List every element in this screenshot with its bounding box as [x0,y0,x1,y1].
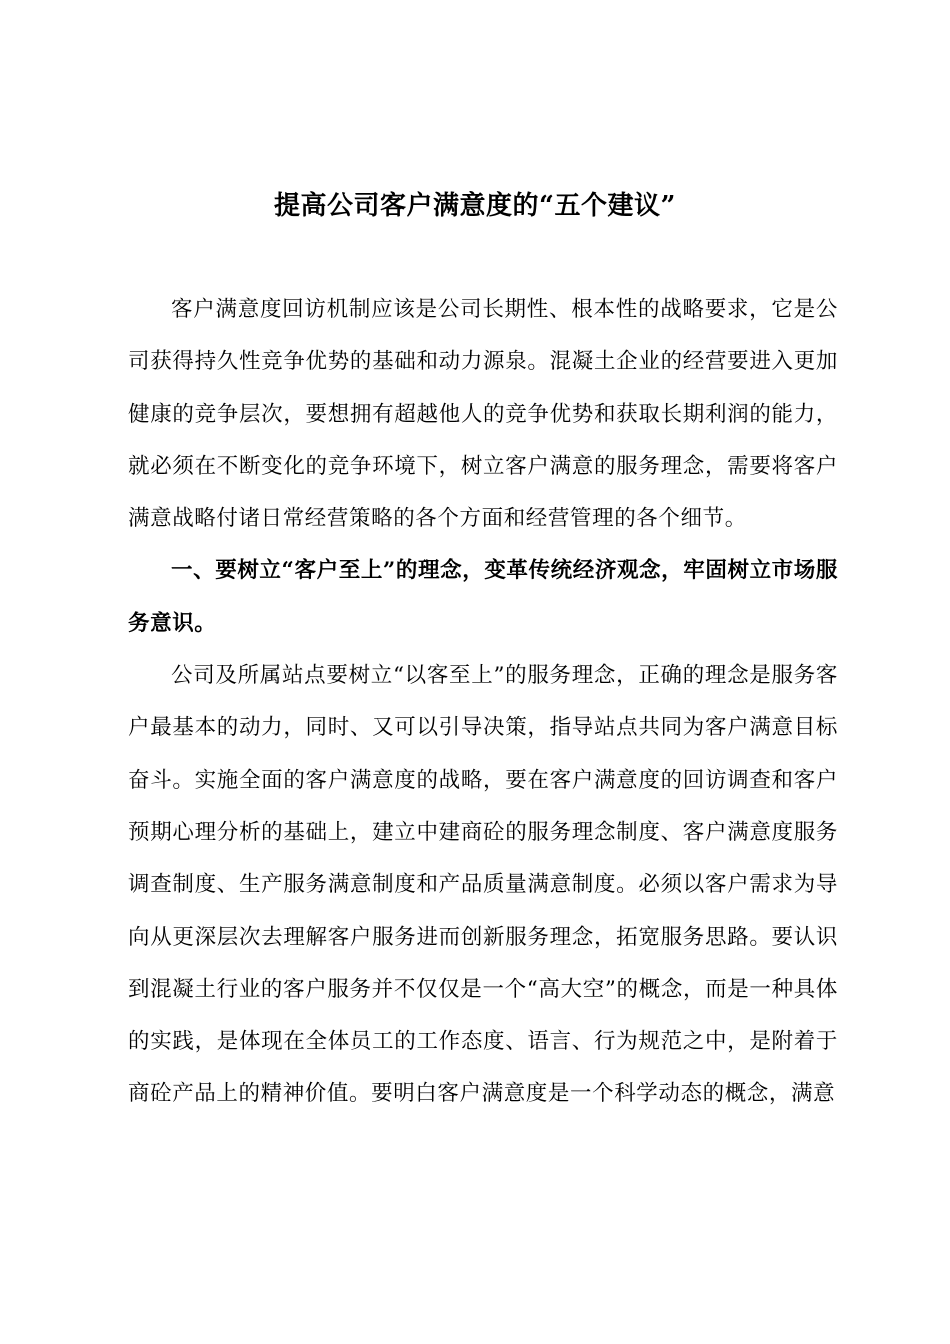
paragraph-intro: 客户满意度回访机制应该是公司长期性、根本性的战略要求，它是公司获得持久性竞争优势的基础和动力源泉。混凝土企业的经营要进入更加健康的竞争层次，要想拥有超越他人的竞争优势和获取长期利润的能力，就必须在不断变化的竞争环境下，树立客户满意的服务理念，需要将客户满意战略付诸日常经营策略的各个方面和经营管理的各个细节。 [128,297,838,532]
paragraph-section-1: 公司及所属站点要树立“以客至上”的服务理念，正确的理念是服务客户最基本的动力，同时、又可以引导决策，指导站点共同为客户满意目标奋斗。实施全面的客户满意度的战略，要在客户满意度的回访调查和客户预期心理分析的基础上，建立中建商砼的服务理念制度、客户满意度服务调查制度、生产服务满意制度和产品质量满意制度。必须以客户需求为导向从更深层次去理解客户服务进而创新服务理念，拓宽服务思路。要认识到混凝土行业的客户服务并不仅仅是一个“高大空”的概念，而是一种具体的实践，是体现在全体员工的工作态度、语言、行为规范之中，是附着于商砼产品上的精神价值。要明白客户满意度是一个科学动态的概念，满意 [128,663,838,1107]
section-heading-1: 一、要树立“客户至上”的理念，变革传统经济观念，牢固树立市场服务意识。 [128,558,838,636]
document-body [128,284,838,1121]
document-title: 提高公司客户满意度的“五个建议” [274,191,676,221]
